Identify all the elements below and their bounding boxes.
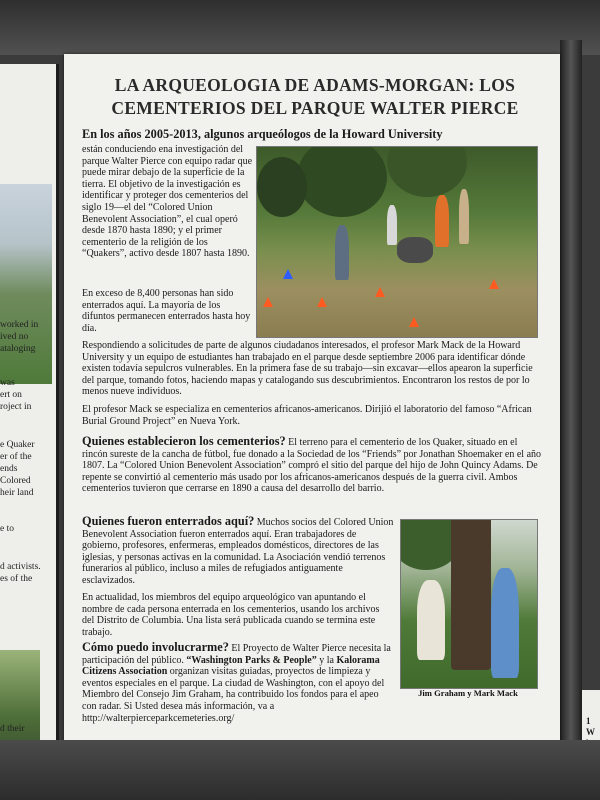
section-involve <box>82 642 394 724</box>
left-poster-line: ends <box>0 464 18 474</box>
left-poster-line: ert on <box>0 390 22 400</box>
left-neighbor-poster <box>0 64 59 740</box>
right-poster-line: 1 <box>586 716 591 726</box>
left-poster-line: d their <box>0 724 25 734</box>
right-poster-line: W <box>586 727 595 737</box>
left-poster-line: roject in <box>0 402 32 412</box>
involve-text-c: y la <box>319 654 334 666</box>
sign-title: LA ARQUEOLOGIA DE ADAMS-MORGAN: LOS CEMENTERIOS DEL PARQUE WALTER PIERCE <box>111 75 519 118</box>
kiosk-frame-top <box>0 0 600 55</box>
org-kalorama: Kalorama Citizens Association <box>82 654 380 678</box>
left-poster-line: es of the <box>0 574 33 584</box>
historical-sign <box>64 54 560 744</box>
intro-paragraph <box>82 129 542 142</box>
left-poster-line: was <box>0 378 15 388</box>
left-poster-line: ived no <box>0 332 29 342</box>
left-poster-line: ataloging <box>0 344 36 354</box>
paragraph-research: Respondiendo a solicitudes de parte de algunos ciudadanos interesados, el profesor Mark Mack de la Howard University y un equipo de estudiantes han trabajado en el parque desde septiembre 2006 para identificar dónde existen todavía sepulcros vulnerables. En la primera fase de su trabajo—sin excavar—ellos apearon la superficie del parque, tomando fotos, haciendo mapas y catalogando sus descubrimientos. Encontraron los restos de por lo menos nueve individuos. <box>82 340 533 398</box>
org-parks-people: “Washington Parks & People” <box>186 654 317 666</box>
buried-text: Muchos socios del Colored Union Benevolent Association fueron enterrados aquí. Eran trabajadores de gobierno, profesores, enfermeras, empleados domésticos, directores de las iglesias, y personas activas en la comunidad. La Asociación vendió terrenos funerarios al público, incluso a miles de refugiados antiguamente esclavizados. <box>82 517 394 586</box>
heading-involve: Cómo puedo involucrarme? <box>82 640 229 654</box>
excavation-photo <box>256 146 538 338</box>
paragraph-names: En actualidad, los miembros del equipo arqueológico van apuntando el nombre de cada persona enterrada en los cementerios, usando los archivos del Distrito de Columbia. Una lista será publicada cuando se termina este trabajo. <box>82 592 380 638</box>
involve-text-a: El Proyecto de Walter Pierce necesita la participación del público. <box>82 643 391 666</box>
paragraph-professor: El profesor Mack se especializa en cementerios africanos-americanos. Dirijió el laboratorio del famoso “African Burial Ground Project” en Nueva York. <box>82 404 532 427</box>
left-poster-line: heir land <box>0 488 34 498</box>
involve-text-e: organizan visitas guiadas, proyectos de limpieza y eventos especiales en el parque. La ciudad de Washington, con el apoyo del Miembro del Consejo Jim Graham, ha contribuido los fondos para el apeo con radar. Si Usted desea más información, va a http://walterpierceparkcemeteries.org/ <box>82 666 385 724</box>
founders-text: El terreno para el cementerio de los Quaker, situado en el rincón sureste de la cancha de fútbol, fue donado a la Sociedad de los “Friends” por Jonathan Shoemaker en el año 1807. La “Colored Union Benevolent Association” compró el sitio del parque del hijo de John Quincy Adams. De repente se convirtió al cementerio más usado por los africanos-americanos después de la guerra civil. Ambos cementerios tuvieron que cerrarse en 1890 a causa del desarrollo del barrio. <box>82 437 542 495</box>
intro-lead: En los años 2005-2013, algunos arqueólogos de la Howard University <box>82 127 443 141</box>
intro-body: están conduciendo ena investigación del parque Walter Pierce con equipo radar que puede mirar debajo de la superficie de la tierra. El objetivo de la investigación es identificar y proteger dos cementerios del siglo 19—el del “Colored Union Benevolent Association”, el cual operó desde 1870 hasta 1890; y el primer cementerio de la religión de los “Quakers”, activo desde 1807 hasta 1890. <box>82 144 253 260</box>
heading-founders: Quienes establecieron los cementerios? <box>82 434 286 448</box>
left-poster-line: Colored <box>0 476 31 486</box>
kiosk-post <box>560 40 582 800</box>
portrait-photo <box>400 519 538 689</box>
heading-buried: Quienes fueron enterrados aquí? <box>82 514 255 528</box>
section-founders <box>82 436 542 495</box>
left-poster-line: e Quaker <box>0 440 35 450</box>
left-poster-line: worked in <box>0 320 39 330</box>
left-poster-line: er of the <box>0 452 32 462</box>
left-poster-line: d activists. <box>0 562 41 572</box>
kiosk-frame-bottom <box>0 740 600 800</box>
section-buried <box>82 516 394 587</box>
paragraph-burials: En exceso de 8,400 personas han sido enterrados aquí. La mayoría de los difuntos permanecen enterrados hasta hoy día. <box>82 288 251 334</box>
left-poster-line: e to <box>0 524 14 534</box>
photo-caption: Jim Graham y Mark Mack <box>418 688 518 698</box>
